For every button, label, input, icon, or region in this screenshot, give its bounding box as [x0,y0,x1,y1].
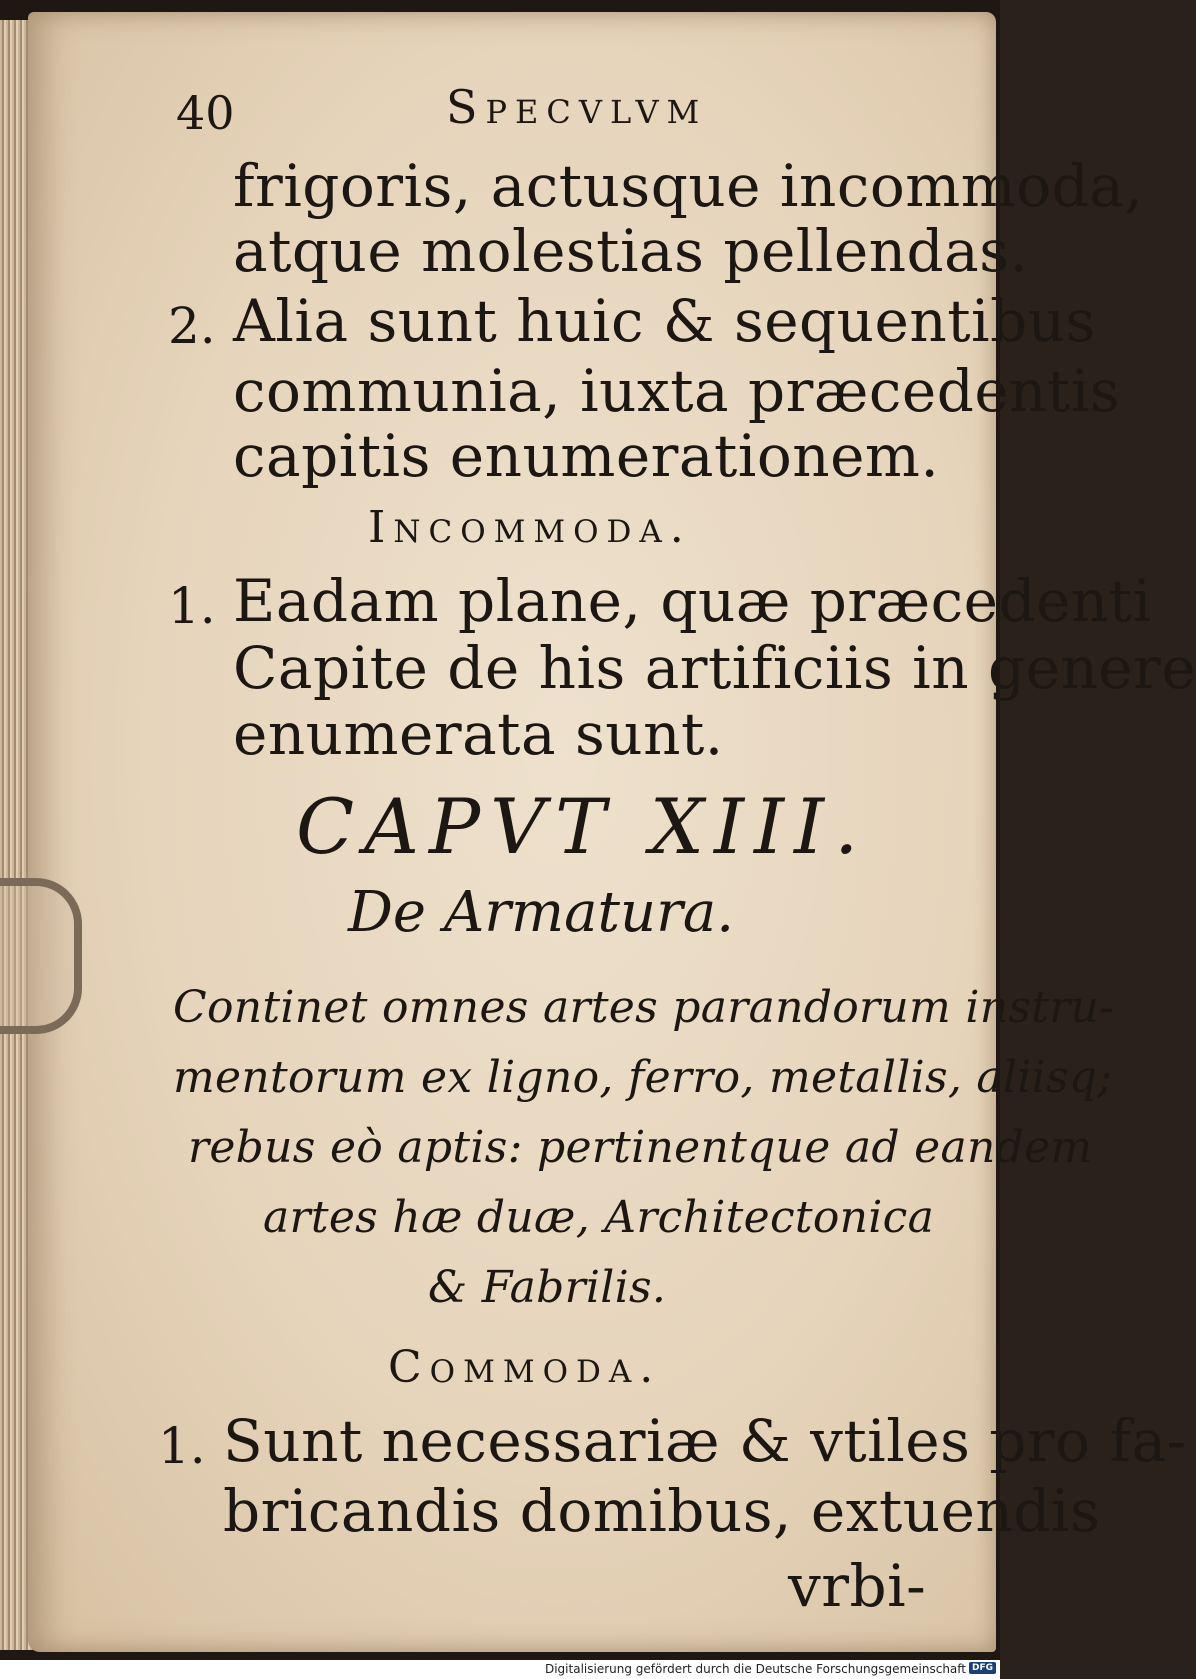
item-number: 1. [158,1417,206,1475]
text-line: Alia sunt huic & sequentibus [233,287,1096,355]
text-line: Capite de his artificiis in genere [233,634,1196,702]
item-number: 1. [168,577,216,635]
book-page [28,12,1196,1652]
book-clasp [0,878,82,1034]
text-line: enumerata sunt. [233,700,724,768]
description-line: mentorum ex ligno, ferro, metallis, aliisq; [173,1052,1113,1103]
page-number: 40 [176,86,235,140]
description-line: Continet omnes artes parandorum instru- [173,982,1115,1033]
text-line: communia, iuxta præcedentis [233,357,1121,425]
description-line: artes hæ duæ, Architectonica [263,1192,935,1243]
running-title: Specvlvm [446,80,708,134]
section-heading-commoda: Commoda. [388,1342,662,1393]
dfg-logo: DFG [969,1662,996,1674]
text-line: Eadam plane, quæ præcedenti [233,567,1152,635]
text-line: atque molestias pellendas. [233,217,1029,285]
catchword: vrbi- [788,1552,927,1620]
digitization-footer [0,1660,1000,1679]
item-number: 2. [168,297,216,355]
description-line: & Fabrilis. [428,1262,667,1313]
text-line: capitis enumerationem. [233,422,940,490]
section-heading-incommoda: Incommoda. [368,502,692,553]
chapter-title: CAPVT XIII. [296,782,869,871]
text-line: Sunt necessariæ & vtiles pro fa- [223,1407,1187,1475]
text-line: frigoris, actusque incommoda, [233,152,1144,220]
description-line: rebus eò aptis: pertinentque ad eandem [188,1122,1093,1173]
chapter-subtitle: De Armatura. [348,880,735,945]
text-line: bricandis domibus, extuendis [223,1477,1101,1545]
footer-credit: Digitalisierung gefördert durch die Deutsche Forschungsgemeinschaft [544,1662,966,1676]
